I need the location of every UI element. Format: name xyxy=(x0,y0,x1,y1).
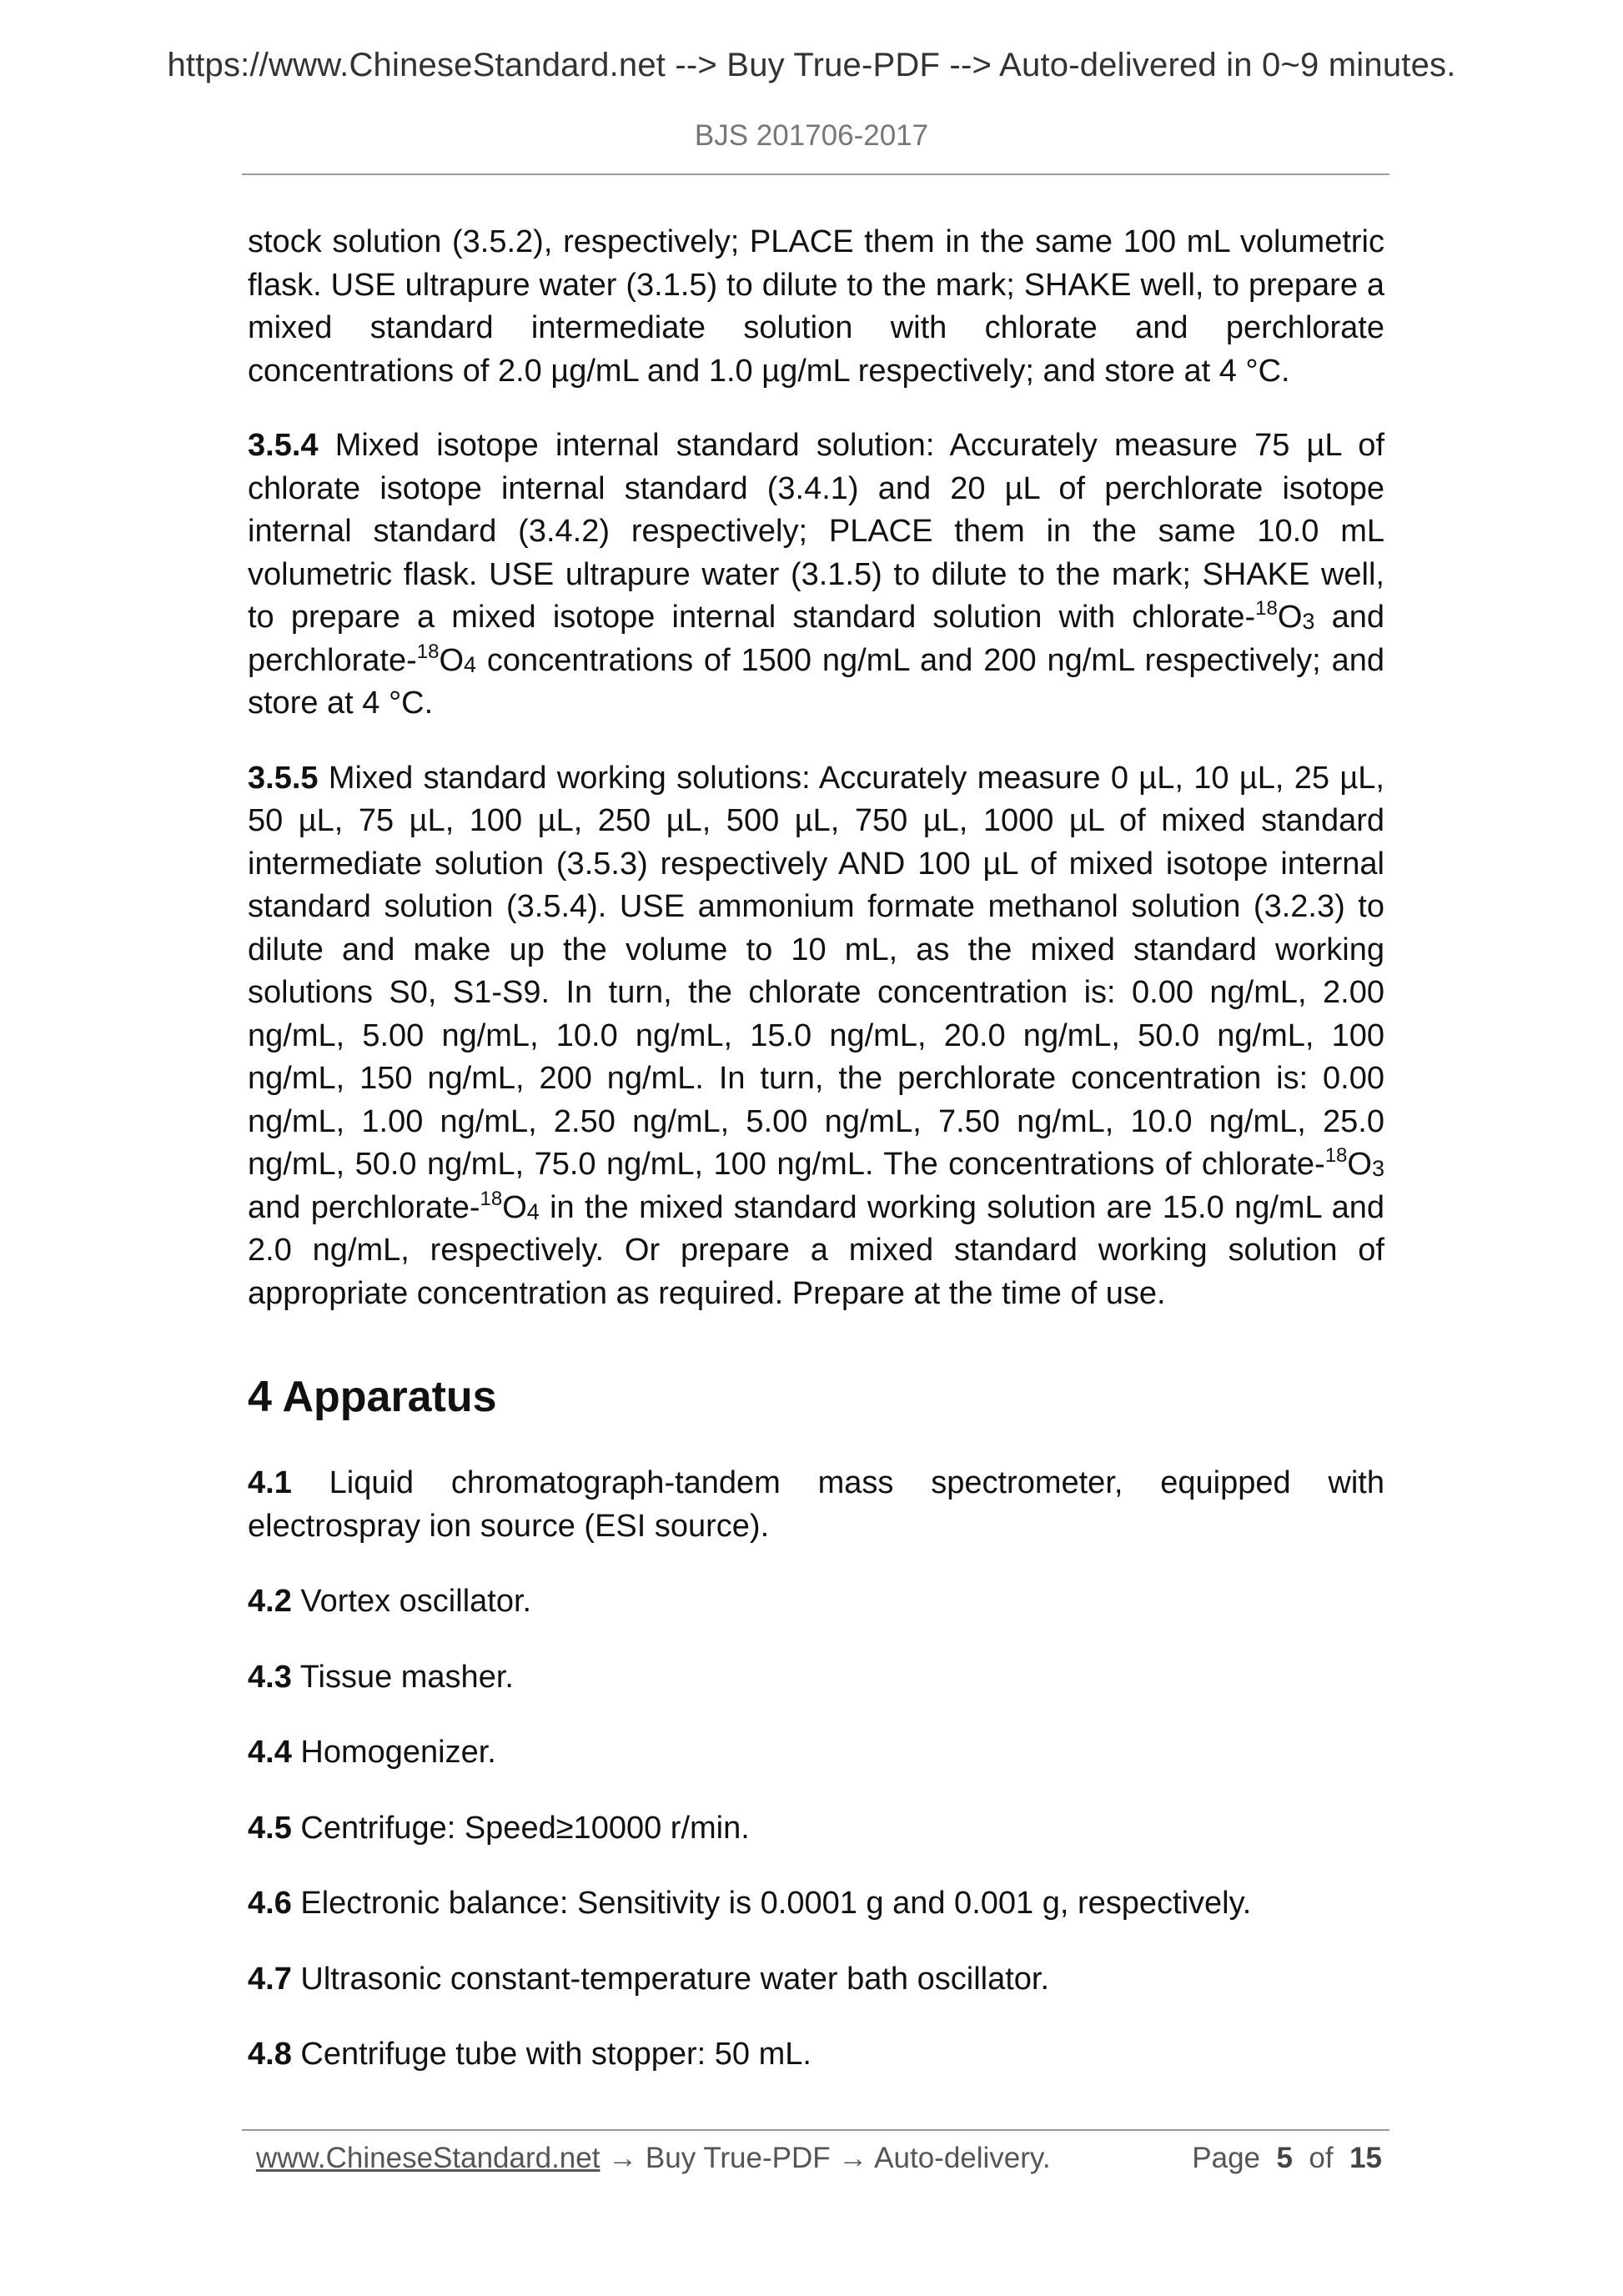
paragraph-stock-solution xyxy=(248,221,1384,393)
item-text: Vortex oscillator. xyxy=(291,1584,532,1619)
clause-number: 4.7 xyxy=(248,1961,292,1997)
clause-number: 4.6 xyxy=(248,1886,292,1921)
isotope-superscript: 18 xyxy=(480,1187,503,1210)
paragraph-text: O xyxy=(1347,1147,1372,1182)
apparatus-item xyxy=(248,1958,1384,2002)
page-current: 5 xyxy=(1276,2142,1293,2174)
subscript: 3 xyxy=(1371,1156,1384,1181)
apparatus-item xyxy=(248,1656,1384,1700)
paragraph-text: Mixed standard working solutions: Accurately measure 0 µL, 10 µL, 25 µL, 50 µL, 75 µL, 100 µL, 250 µL, 500 µL, 750 µL, 1000 µL of mixed standard intermediate solution (3.5.3) respectively AND 100 µL of mixed isotope internal standard solution (3.5.4). USE ammonium formate methanol solution (3.2.3) to dilute and make up the volume to 10 mL, as the mixed standard working solutions S0, S1-S9. In turn, the chlorate concentration is: 0.00 ng/mL, 2.00 ng/mL, 5.00 ng/mL, 10.0 ng/mL, 15.0 ng/mL, 20.0 ng/mL, 50.0 ng/mL, 100 ng/mL, 150 ng/mL, 200 ng/mL. In turn, the perchlorate concentration is: 0.00 ng/mL, 1.00 ng/mL, 2.50 ng/mL, 5.00 ng/mL, 7.50 ng/mL, 10.0 ng/mL, 25.0 ng/mL, 50.0 ng/mL, 75.0 ng/mL, 100 ng/mL. The concentrations of chlorate- xyxy=(248,760,1384,1182)
item-text: Centrifuge tube with stopper: 50 mL. xyxy=(291,2037,812,2072)
paragraph-3-5-5 xyxy=(248,757,1384,1316)
paragraph-text: stock solution (3.5.2), respectively; PLACE them in the same 100 mL volumetric flask. USE ultrapure water (3.1.5) to dilute to the mark; SHAKE well, to prepare a mixed standard intermediate solution with chlorate and perchlorate concentrations of 2.0 µg/mL and 1.0 µg/mL respectively; and store at 4 °C. xyxy=(248,224,1384,389)
paragraph-text: and perchlorate- xyxy=(248,600,1384,678)
standard-code: BJS 201706-2017 xyxy=(694,119,929,152)
apparatus-item xyxy=(248,1580,1384,1624)
of-label: of xyxy=(1309,2142,1334,2174)
top-banner: https://www.ChineseStandard.net --> Buy True-PDF --> Auto-delivered in 0~9 minutes. xyxy=(167,47,1456,83)
apparatus-item xyxy=(248,1882,1384,1926)
paragraph-text: O xyxy=(439,642,465,678)
apparatus-item xyxy=(248,1807,1384,1851)
section-heading-apparatus: 4 Apparatus xyxy=(248,1373,497,1421)
paragraph-text: O xyxy=(1277,600,1303,635)
item-text: Ultrasonic constant-temperature water bath oscillator. xyxy=(291,1961,1050,1997)
paragraph-text: in the mixed standard working solution are 15.0 ng/mL and 2.0 ng/mL, respectively. Or prepare a mixed standard working solution of appropriate concentration as required. Prepare at the time of use. xyxy=(248,1189,1384,1311)
header-divider xyxy=(242,173,1389,175)
item-text: Homogenizer. xyxy=(291,1735,496,1770)
page-total: 15 xyxy=(1349,2142,1382,2174)
apparatus-item xyxy=(248,1462,1384,1548)
isotope-superscript: 18 xyxy=(416,640,440,663)
paragraph-3-5-4 xyxy=(248,425,1384,726)
clause-number: 3.5.5 xyxy=(248,760,319,796)
paragraph-text: Mixed isotope internal standard solution: Accurately measure 75 µL of chlorate isotope internal standard (3.4.1) and 20 µL of perchlorate isotope internal standard (3.4.2) respectively; PLACE them in the same 10.0 mL volumetric flask. USE ultrapure water (3.1.5) to dilute to the mark; SHAKE well, to prepare a mixed isotope internal standard solution with chlorate- xyxy=(248,428,1384,635)
clause-number: 4.5 xyxy=(248,1810,292,1846)
apparatus-item xyxy=(248,2033,1384,2077)
clause-number: 4.3 xyxy=(248,1659,292,1695)
item-text: Electronic balance: Sensitivity is 0.0001 g and 0.001 g, respectively. xyxy=(291,1886,1252,1921)
clause-number: 3.5.4 xyxy=(248,428,319,463)
clause-number: 4.1 xyxy=(248,1465,292,1500)
clause-number: 4.4 xyxy=(248,1735,292,1770)
page-number xyxy=(1192,2142,1382,2175)
subscript: 4 xyxy=(526,1198,540,1224)
footer-promo-text: → Buy True-PDF → Auto-delivery. xyxy=(600,2142,1051,2174)
isotope-superscript: 18 xyxy=(1324,1144,1348,1167)
page-content xyxy=(248,221,1384,2109)
footer-divider xyxy=(242,2129,1389,2131)
subscript: 3 xyxy=(1302,609,1315,634)
clause-number: 4.8 xyxy=(248,2037,292,2072)
page-label: Page xyxy=(1192,2142,1261,2174)
isotope-superscript: 18 xyxy=(1255,597,1278,620)
footer-site-link[interactable]: www.ChineseStandard.net xyxy=(256,2142,600,2174)
subscript: 4 xyxy=(464,651,477,677)
apparatus-item xyxy=(248,1731,1384,1775)
item-text: Centrifuge: Speed≥10000 r/min. xyxy=(291,1810,750,1846)
item-text: Tissue masher. xyxy=(291,1659,514,1695)
paragraph-text: concentrations of 1500 ng/mL and 200 ng/mL respectively; and store at 4 °C. xyxy=(248,642,1384,721)
footer-promo xyxy=(256,2142,1051,2175)
paragraph-text: O xyxy=(502,1189,527,1225)
clause-number: 4.2 xyxy=(248,1584,292,1619)
paragraph-text: and perchlorate- xyxy=(248,1189,480,1225)
item-text: Liquid chromatograph-tandem mass spectrometer, equipped with electrospray ion source (ESI source). xyxy=(248,1465,1384,1544)
